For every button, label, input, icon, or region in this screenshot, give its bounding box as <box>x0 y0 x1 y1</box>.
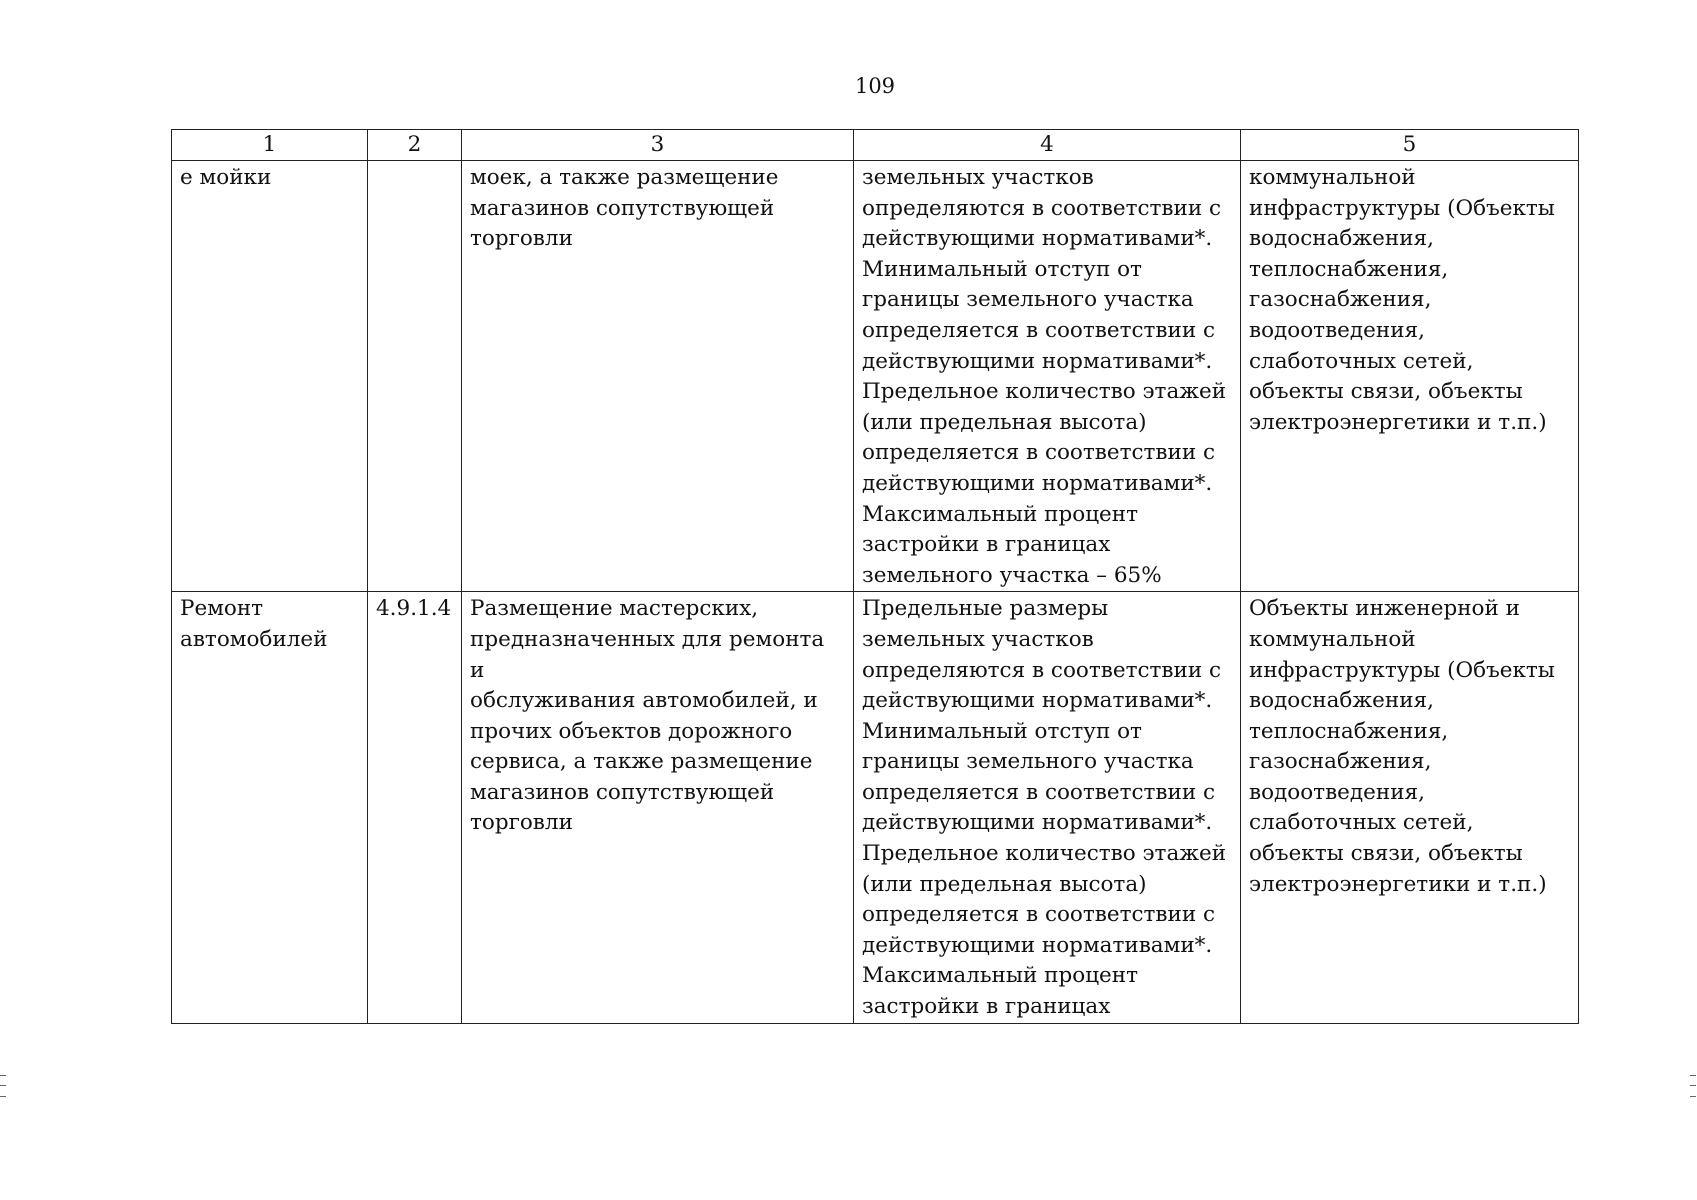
use-type-description: моек, а также размещение магазинов сопутствующей торговли <box>462 161 854 592</box>
auxiliary-objects: коммунальной инфраструктуры (Объекты водоснабжения, теплоснабжения, газоснабжения, водоотведения, слаботочных сетей, объекты связи, объекты электроэнергетики и т.п.) <box>1241 161 1579 592</box>
table-row <box>172 161 1579 592</box>
header-cell-5: 5 <box>1241 130 1579 161</box>
parcel-parameters: земельных участков определяются в соответствии с действующими нормативами*. Минимальный отступ от границы земельного участка определяется в соответствии с действующими нормативами*. Предельное количество этажей (или предельная высота) определяется в соответствии с действующими нормативами*. Максимальный процент застройки в границах земельного участка – 65% <box>854 161 1241 592</box>
zoning-table <box>171 129 1579 1024</box>
use-type-description: Размещение мастерских, предназначенных для ремонта и обслуживания автомобилей, и прочих объектов дорожного сервиса, а также размещение магазинов сопутствующей торговли <box>462 592 854 1023</box>
header-cell-1: 1 <box>172 130 368 161</box>
table-row <box>172 592 1579 1023</box>
use-type-code <box>368 161 462 592</box>
header-cell-4: 4 <box>854 130 1241 161</box>
use-type-name: е мойки <box>172 161 368 592</box>
header-cell-3: 3 <box>462 130 854 161</box>
use-type-name: Ремонт автомобилей <box>172 592 368 1023</box>
use-type-code: 4.9.1.4 <box>368 592 462 1023</box>
auxiliary-objects: Объекты инженерной и коммунальной инфраструктуры (Объекты водоснабжения, теплоснабжения, газоснабжения, водоотведения, слаботочных сетей, объекты связи, объекты электроэнергетики и т.п.) <box>1241 592 1579 1023</box>
header-cell-2: 2 <box>368 130 462 161</box>
table-header-row <box>172 130 1579 161</box>
page-number: 109 <box>854 74 896 98</box>
parcel-parameters: Предельные размеры земельных участков определяются в соответствии с действующими нормативами*. Минимальный отступ от границы земельного участка определяется в соответствии с действующими нормативами*. Предельное количество этажей (или предельная высота) определяется в соответствии с действующими нормативами*. Максимальный процент застройки в границах <box>854 592 1241 1023</box>
right-binding-mark <box>1690 1075 1696 1097</box>
left-binding-mark <box>0 1075 6 1097</box>
